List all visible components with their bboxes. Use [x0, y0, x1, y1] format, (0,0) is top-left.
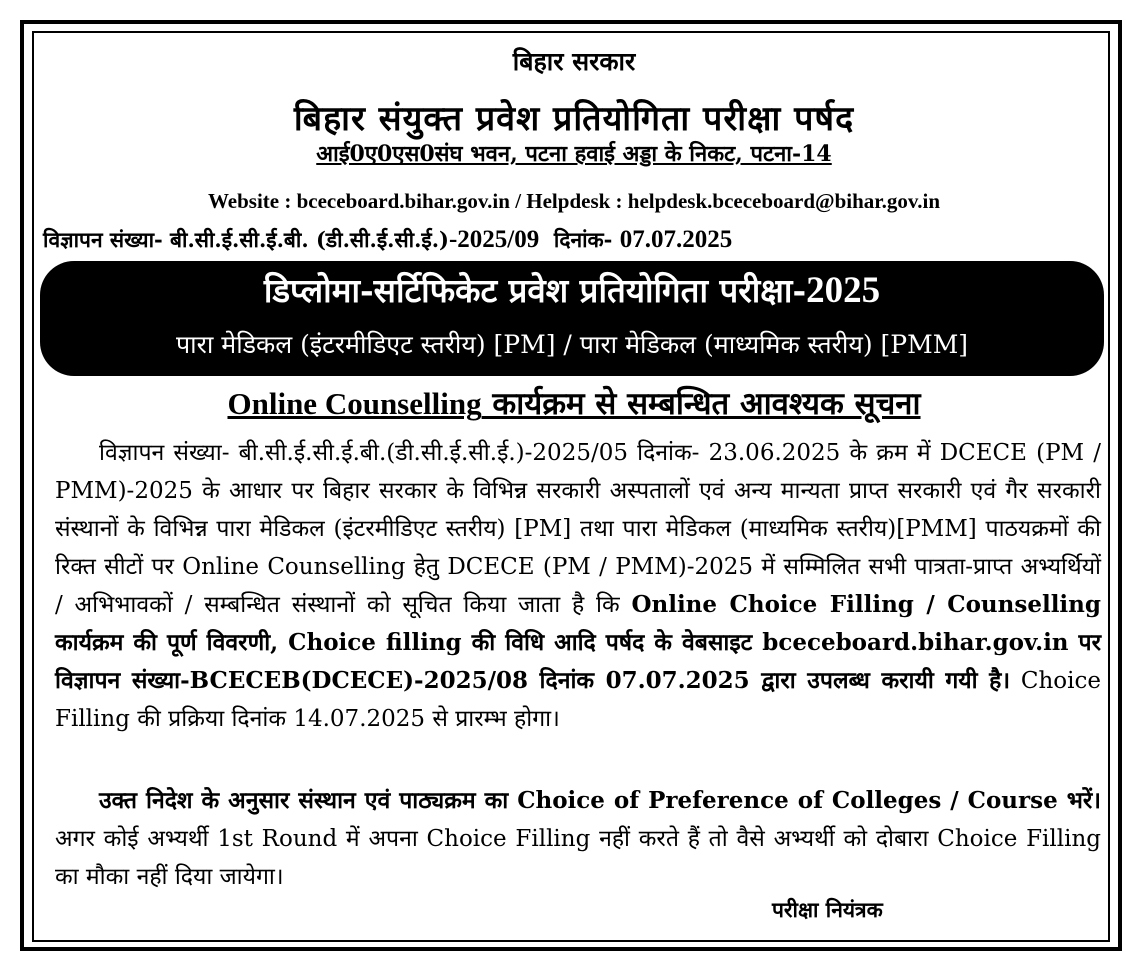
paragraph-1-text: विज्ञापन संख्या- बी.सी.ई.सी.ई.बी.(डी.सी.ई.सी.ई.)-2025/05 दिनांक- 23.06.2025 के क्रम में DCECE (PM / PMM)-2025 के आधार पर बिहार सरकार के विभिन्न सरकारी अस्पतालों एवं अन्य मान्यता प्राप्त सरकारी एवं गैर सरकारी संस्थानों के विभिन्न पारा मेडिकल (इंटरमीडिएट स्तरीय) [PM] तथा पारा मेडिकल (माध्यमिक स्तरीय)[PMM] पाठयक्रमों की रिक्त सीटों पर Online Counselling हेतु DCECE (PM / PMM)-2025 में सम्मिलित सभी पात्रता-प्राप्त अभ्यर्थियों / अभिभावकों / सम्बन्धित संस्थानों को सूचित किया जाता है कि: [55, 440, 1101, 618]
banner-subtitle: पारा मेडिकल (इंटरमीडिएट स्तरीय) [PM] / पारा मेडिकल (माध्यमिक स्तरीय) [PMM]: [175, 330, 969, 359]
advert-number: -2025/09: [448, 226, 540, 253]
banner-title-year: 2025: [806, 270, 881, 311]
advert-prefix: विज्ञापन संख्या- बी.सी.ई.सी.ई.बी. (डी.सी.ई.सी.ई.): [43, 227, 449, 252]
notice-heading: [0, 382, 1148, 424]
board-address: आई0ए0एस0संघ भवन, पटना हवाई अड्डा के निकट, पटना-14: [316, 141, 832, 167]
banner-title-hindi: डिप्लोमा-सर्टिफिकेट प्रवेश प्रतियोगिता परीक्षा-: [263, 271, 807, 310]
notice-paragraph-1: [55, 434, 1101, 738]
paragraph-2-text: अगर कोई अभ्यर्थी 1st Round में अपना Choice Filling नहीं करते हैं तो वैसे अभ्यर्थी को दोबारा Choice Filling का मौका नहीं दिया जायेगा।: [55, 826, 1101, 890]
title-banner: [40, 261, 1104, 376]
signatory: परीक्षा नियंत्रक: [772, 897, 883, 922]
advert-date: 07.07.2025: [619, 226, 733, 253]
notice-heading-english: Online Counselling: [227, 386, 482, 421]
paragraph-2-bold-text: उक्त निदेश के अनुसार संस्थान एवं पाठ्यक्रम का Choice of Preference of Colleges / Course भरें।: [99, 787, 1101, 814]
paragraph-1-tail: Choice Filling की प्रक्रिया दिनांक 14.07.2025 से प्रारम्भ होगा।: [55, 668, 1101, 732]
banner-title: [40, 267, 1104, 312]
paragraph-1-bold-text: Online Choice Filling / Counselling कार्यक्रम की पूर्ण विवरणी, Choice filling की विधि आदि पर्षद के वेबसाइट bceceboard.bihar.gov.in पर विज्ञापन संख्या-BCECEB(DCECE)-2025/08 दिनांक 07.07.2025 द्वारा उपलब्ध करायी गयी है।: [55, 591, 1101, 694]
advert-date-label: दिनांक-: [553, 227, 613, 252]
advertisement-number: [43, 226, 732, 254]
board-name: बिहार संयुक्त प्रवेश प्रतियोगिता परीक्षा पर्षद: [293, 99, 855, 139]
notice-heading-hindi: कार्यक्रम से सम्बन्धित आवश्यक सूचना: [481, 386, 921, 422]
government-name: बिहार सरकार: [512, 47, 636, 76]
website-helpdesk-line: Website : bceceboard.bihar.gov.in / Helpdesk : helpdesk.bceceboard@bihar.gov.in: [207, 189, 941, 213]
notice-paragraph-2: [55, 782, 1101, 896]
